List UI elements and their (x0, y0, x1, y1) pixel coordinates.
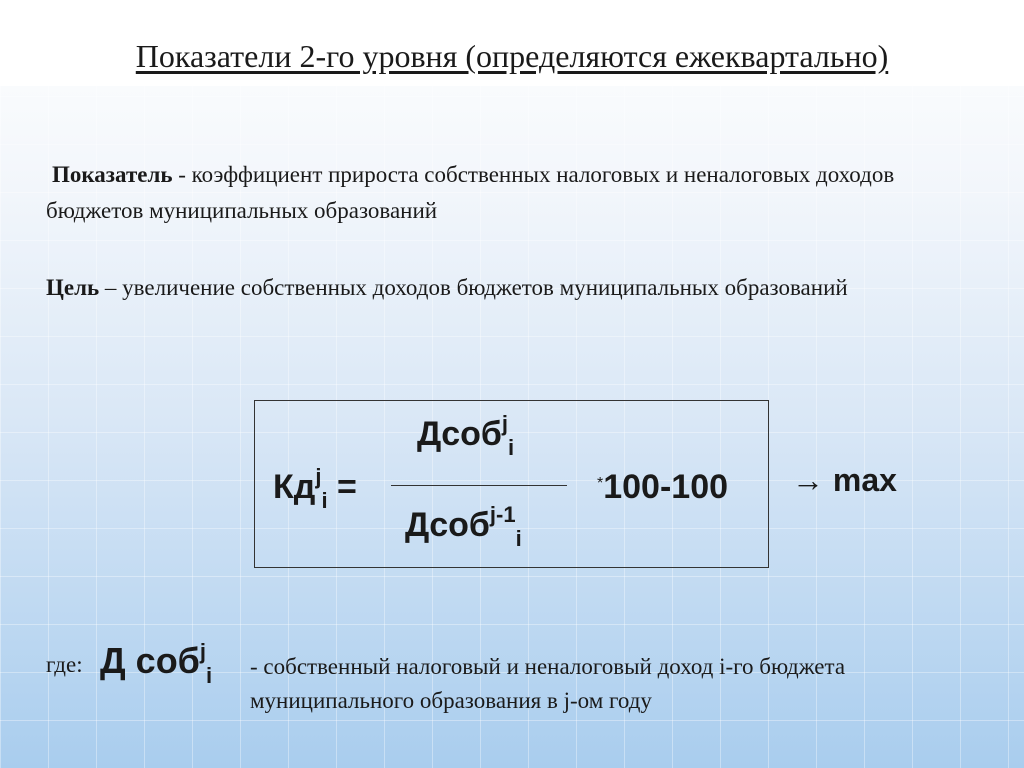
formula-lhs (273, 464, 357, 513)
numerator-sub: i (508, 435, 515, 460)
fraction-line (391, 485, 567, 486)
where-label: где: (46, 652, 83, 677)
lhs-sub: i (321, 488, 328, 513)
symbol-sup: j (199, 639, 207, 664)
indicator-paragraph (46, 157, 996, 229)
formula-denominator (405, 502, 522, 551)
denominator-sub: i (515, 526, 522, 551)
definition-symbol (100, 639, 213, 688)
symbol-sub: i (206, 663, 213, 688)
numerator-symbol: Дсоб (417, 415, 502, 453)
multiply-star: * (597, 475, 604, 492)
multiplier-value: 100-100 (603, 468, 729, 506)
symbol-sob: соб (135, 640, 200, 681)
definition-text: - собственный налоговый и неналоговый доход i-го бюджета муниципального образования в j-ом году (250, 654, 846, 713)
equals-sign: = (327, 468, 357, 506)
numerator-sup: j (501, 411, 509, 436)
goal-text: – увеличение собственных доходов бюджетов муниципальных образований (99, 275, 848, 300)
lhs-sup: j (315, 464, 322, 489)
page-title: Показатели 2-го уровня (определяются ежеквартально) (135, 38, 889, 74)
indicator-text: - коэффициент прироста собственных налоговых и неналоговых доходов бюджетов муниципальных образований (46, 162, 895, 223)
denominator-symbol: Дсоб (405, 506, 490, 544)
formula-numerator (417, 411, 515, 460)
formula-box (254, 400, 769, 568)
goal-label: Цель (46, 275, 100, 300)
target-max: → max (792, 462, 897, 498)
formula-multiplier (597, 468, 728, 507)
lhs-symbol: Кд (273, 468, 316, 506)
denominator-sup: j-1 (489, 502, 516, 527)
indicator-label: Показатель (52, 162, 173, 187)
goal-paragraph (46, 270, 946, 306)
symbol-d: Д (100, 640, 126, 681)
